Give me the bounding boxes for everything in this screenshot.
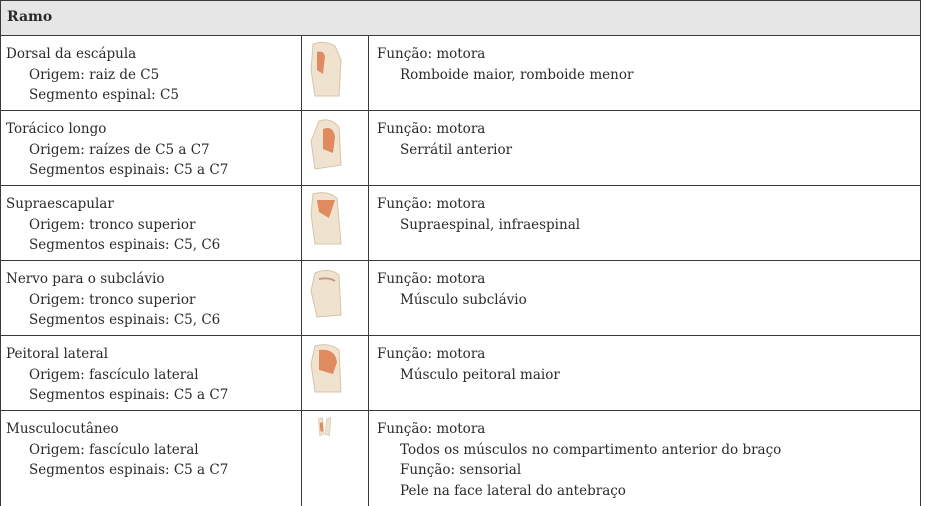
function-cell <box>377 194 917 235</box>
function-type: Função: motora <box>377 421 486 437</box>
function-detail: Músculo subclávio <box>400 291 527 308</box>
branch-cell <box>6 419 296 481</box>
function-type: Função: motora <box>377 196 486 212</box>
function-type-sensory: Função: sensorial <box>400 462 522 478</box>
branch-origin: Origem: tronco superior <box>29 291 196 308</box>
branch-name: Musculocutâneo <box>6 421 119 437</box>
branch-segments: Segmentos espinais: C5 a C7 <box>29 387 229 403</box>
branch-segments: Segmentos espinais: C5 a C7 <box>29 162 229 178</box>
scapula-icon <box>307 190 345 248</box>
branch-cell <box>6 269 296 331</box>
branch-cell <box>6 44 296 106</box>
function-detail: Todos os músculos no compartimento anterior do braço <box>400 441 782 458</box>
branch-origin: Origem: tronco superior <box>29 216 196 233</box>
function-type: Função: motora <box>377 271 486 287</box>
function-detail: Romboide maior, romboide menor <box>400 66 634 83</box>
branch-segments: Segmento espinal: C5 <box>29 87 179 103</box>
branch-segments: Segmentos espinais: C5 a C7 <box>29 462 229 478</box>
branch-origin: Origem: fascículo lateral <box>29 366 199 383</box>
function-cell <box>377 44 917 85</box>
branch-origin: Origem: fascículo lateral <box>29 441 199 458</box>
table-row <box>1 36 920 111</box>
function-cell <box>377 344 917 385</box>
branch-name: Dorsal da escápula <box>6 46 137 62</box>
shoulder-back-icon <box>307 40 345 98</box>
function-type: Função: motora <box>377 121 486 137</box>
header-title: Ramo <box>7 9 53 25</box>
function-cell <box>377 269 917 310</box>
branch-segments: Segmentos espinais: C5, C6 <box>29 312 221 328</box>
branch-cell <box>6 119 296 181</box>
function-detail: Serrátil anterior <box>400 141 513 158</box>
chest-icon <box>307 340 345 398</box>
function-type: Função: motora <box>377 346 486 362</box>
clavicle-icon <box>307 265 345 323</box>
branch-cell <box>6 344 296 406</box>
function-detail-sensory: Pele na face lateral do antebraço <box>400 482 626 499</box>
branch-name: Supraescapular <box>6 196 114 212</box>
thorax-side-icon <box>307 115 345 173</box>
branch-origin: Origem: raiz de C5 <box>29 66 160 83</box>
branch-origin: Origem: raízes de C5 a C7 <box>29 141 210 158</box>
arm-icon <box>307 415 345 455</box>
function-detail: Músculo peitoral maior <box>400 366 560 383</box>
branch-name: Peitoral lateral <box>6 346 109 362</box>
function-type: Função: motora <box>377 46 486 62</box>
branch-segments: Segmentos espinais: C5, C6 <box>29 237 221 253</box>
table-row <box>1 111 920 186</box>
table-row <box>1 411 920 506</box>
branch-name: Nervo para o subclávio <box>6 271 165 287</box>
table-row <box>1 186 920 261</box>
function-detail: Supraespinal, infraespinal <box>400 216 581 233</box>
branch-name: Torácico longo <box>6 121 107 137</box>
table-row <box>1 336 920 411</box>
table-row <box>1 261 920 336</box>
function-cell <box>377 419 917 501</box>
table-header <box>1 0 920 36</box>
branch-cell <box>6 194 296 256</box>
function-cell <box>377 119 917 160</box>
